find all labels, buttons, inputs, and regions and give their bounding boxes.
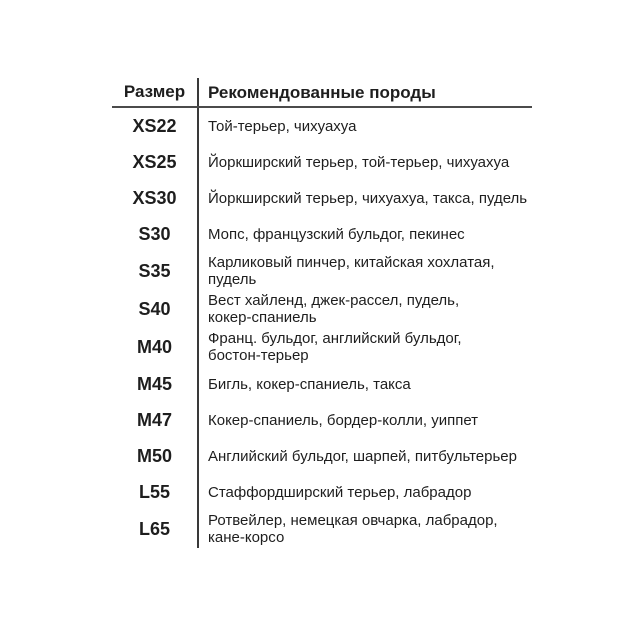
size-cell: XS25 (112, 144, 199, 180)
breeds-cell: Мопс, французский бульдог, пекинес (208, 225, 465, 243)
breeds-cell: Бигль, кокер‑спаниель, такса (208, 375, 411, 393)
size-cell: S35 (112, 252, 199, 290)
size-cell: M45 (112, 366, 199, 402)
size-cell: S30 (112, 216, 199, 252)
header-breeds-label: Рекомендованные породы (208, 82, 436, 102)
table-header-row (112, 78, 532, 108)
breeds-cell: Ротвейлер, немецкая овчарка, лабрадор, кане‑корсо (208, 512, 498, 546)
size-table (112, 78, 532, 548)
table-row (112, 402, 532, 438)
breeds-cell: Английский бульдог, шарпей, питбультерьер (208, 447, 517, 465)
breeds-cell: Франц. бульдог, английский бульдог, бостон‑терьер (208, 330, 462, 364)
size-cell: M40 (112, 328, 199, 366)
size-cell: L55 (112, 474, 199, 510)
breeds-cell: Йоркширский терьер, чихуахуа, такса, пудель (208, 189, 528, 207)
table-row (112, 180, 532, 216)
table-row (112, 366, 532, 402)
size-cell: XS30 (112, 180, 199, 216)
breeds-cell: Кокер‑спаниель, бордер‑колли, уиппет (208, 411, 479, 429)
table-row (112, 252, 532, 290)
size-cell: M47 (112, 402, 199, 438)
table-row (112, 216, 532, 252)
breeds-cell: Вест хайленд, джек‑рассел, пудель, кокер‑спаниель (208, 292, 460, 326)
table-row (112, 328, 532, 366)
table-row (112, 510, 532, 548)
breeds-cell: Стаффордширский терьер, лабрадор (208, 483, 472, 501)
header-size-label: Размер (112, 78, 199, 106)
size-cell: XS22 (112, 108, 199, 144)
size-cell: L65 (112, 510, 199, 548)
breeds-cell: Карликовый пинчер, китайская хохлатая, пудель (208, 254, 495, 288)
table-row (112, 290, 532, 328)
breeds-cell: Йоркширский терьер, той‑терьер, чихуахуа (208, 153, 510, 171)
table-row (112, 474, 532, 510)
table-row (112, 108, 532, 144)
breeds-cell: Той‑терьер, чихуахуа (208, 117, 357, 135)
size-cell: M50 (112, 438, 199, 474)
size-cell: S40 (112, 290, 199, 328)
table-row (112, 438, 532, 474)
table-row (112, 144, 532, 180)
